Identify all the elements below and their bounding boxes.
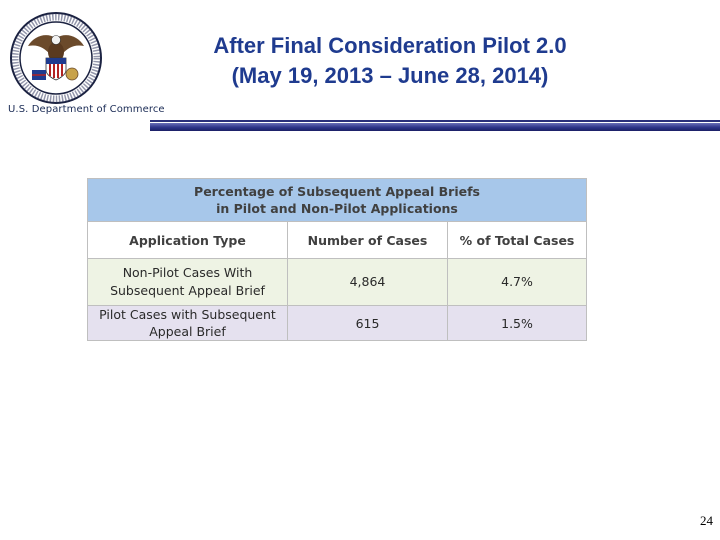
cell-percent-total: 4.7% bbox=[448, 259, 587, 306]
page-number: 24 bbox=[700, 513, 713, 528]
column-header-percent-total: % of Total Cases bbox=[448, 222, 587, 259]
appeal-briefs-table bbox=[87, 178, 587, 341]
table-title-line-2: in Pilot and Non-Pilot Applications bbox=[216, 201, 458, 216]
column-header-application-type: Application Type bbox=[88, 222, 288, 259]
cell-number-of-cases: 4,864 bbox=[288, 259, 448, 306]
table-title-row bbox=[88, 179, 587, 222]
page-title bbox=[140, 31, 640, 91]
cell-number-of-cases: 615 bbox=[288, 306, 448, 341]
cell-percent-total: 1.5% bbox=[448, 306, 587, 341]
cell-application-type: Non-Pilot Cases With Subsequent Appeal Brief bbox=[88, 259, 288, 306]
column-header-number-of-cases: Number of Cases bbox=[288, 222, 448, 259]
table-row bbox=[88, 306, 587, 341]
table-row bbox=[88, 259, 587, 306]
title-line-2: (May 19, 2013 – June 28, 2014) bbox=[231, 63, 549, 88]
table-header-row bbox=[88, 222, 587, 259]
department-label: U.S. Department of Commerce bbox=[8, 104, 165, 115]
header-divider bbox=[150, 120, 720, 131]
table-title bbox=[88, 179, 587, 222]
title-line-1: After Final Consideration Pilot 2.0 bbox=[213, 33, 567, 58]
table-title-line-1: Percentage of Subsequent Appeal Briefs bbox=[194, 184, 480, 199]
cell-application-type: Pilot Cases with Subsequent Appeal Brief bbox=[88, 306, 288, 341]
uspto-seal-icon bbox=[10, 12, 102, 104]
